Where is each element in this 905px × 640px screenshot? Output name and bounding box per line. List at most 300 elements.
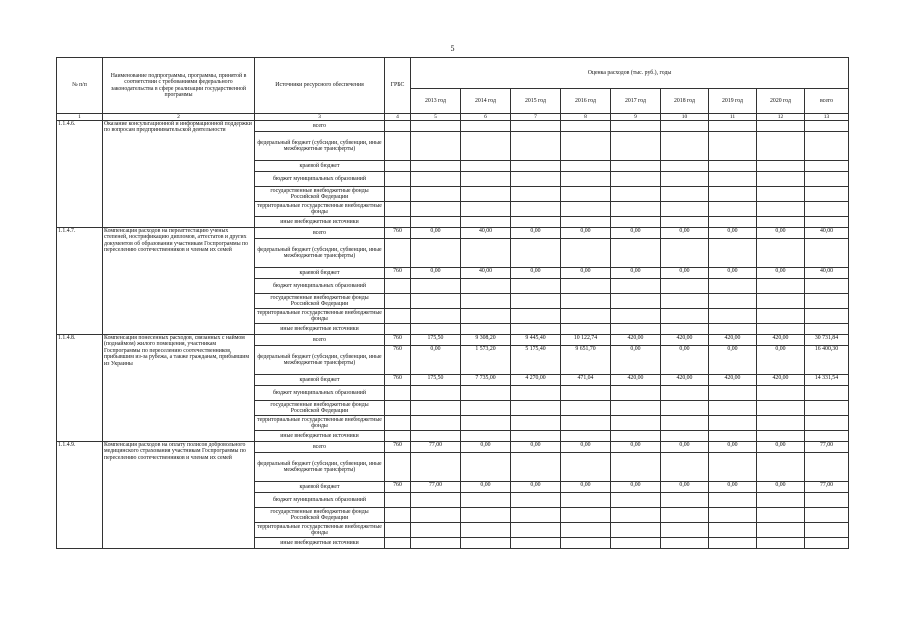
value-cell bbox=[561, 217, 611, 228]
value-cell bbox=[461, 523, 511, 538]
value-cell bbox=[411, 453, 461, 482]
header-year: 2018 год bbox=[661, 89, 709, 114]
value-cell: 0,00 bbox=[461, 442, 511, 453]
value-cell: 0,00 bbox=[661, 442, 709, 453]
value-cell bbox=[511, 416, 561, 431]
grbs-cell: 760 bbox=[385, 228, 411, 239]
column-index: 6 bbox=[461, 114, 511, 121]
value-cell bbox=[411, 132, 461, 161]
funding-source: территориальные государственные внебюджетные фонды bbox=[255, 309, 385, 324]
value-cell bbox=[561, 132, 611, 161]
funding-source: государственные внебюджетные фонды Российской Федерации bbox=[255, 401, 385, 416]
value-cell bbox=[661, 202, 709, 217]
grbs-cell: 760 bbox=[385, 346, 411, 375]
value-cell bbox=[411, 386, 461, 401]
value-cell bbox=[461, 324, 511, 335]
value-cell bbox=[661, 239, 709, 268]
value-cell bbox=[561, 294, 611, 309]
value-cell bbox=[661, 161, 709, 172]
value-cell: 4 270,00 bbox=[511, 375, 561, 386]
value-cell bbox=[411, 294, 461, 309]
value-cell bbox=[709, 294, 757, 309]
value-cell: 0,00 bbox=[411, 268, 461, 279]
header-year: 2019 год bbox=[709, 89, 757, 114]
value-cell bbox=[411, 401, 461, 416]
value-cell bbox=[805, 508, 849, 523]
value-cell bbox=[805, 493, 849, 508]
value-cell: 0,00 bbox=[561, 268, 611, 279]
column-index: 1 bbox=[57, 114, 103, 121]
value-cell bbox=[511, 202, 561, 217]
header-num: № п/п bbox=[57, 58, 103, 114]
value-cell bbox=[611, 202, 661, 217]
value-cell bbox=[411, 187, 461, 202]
grbs-cell bbox=[385, 508, 411, 523]
value-cell bbox=[661, 294, 709, 309]
value-cell: 0,00 bbox=[757, 268, 805, 279]
value-cell bbox=[611, 431, 661, 442]
table-row bbox=[57, 121, 849, 132]
value-cell bbox=[611, 239, 661, 268]
column-index: 2 bbox=[103, 114, 255, 121]
value-cell bbox=[511, 309, 561, 324]
value-cell bbox=[561, 416, 611, 431]
value-cell bbox=[461, 309, 511, 324]
value-cell: 0,00 bbox=[561, 442, 611, 453]
value-cell bbox=[611, 294, 661, 309]
value-cell bbox=[757, 202, 805, 217]
funding-source: всего bbox=[255, 335, 385, 346]
value-cell bbox=[757, 386, 805, 401]
page-number: 5 bbox=[450, 44, 455, 53]
value-cell: 0,00 bbox=[511, 442, 561, 453]
value-cell bbox=[611, 309, 661, 324]
value-cell: 0,00 bbox=[661, 346, 709, 375]
value-cell bbox=[461, 279, 511, 294]
value-cell bbox=[661, 187, 709, 202]
value-cell: 0,00 bbox=[411, 228, 461, 239]
value-cell bbox=[661, 172, 709, 187]
value-cell bbox=[611, 132, 661, 161]
item-name: Оказание консультационной и информационной поддержки по вопросам предпринимательской деятельности bbox=[103, 121, 255, 228]
column-index: 3 bbox=[255, 114, 385, 121]
value-cell bbox=[757, 431, 805, 442]
value-cell bbox=[461, 493, 511, 508]
value-cell: 0,00 bbox=[611, 442, 661, 453]
value-cell bbox=[805, 294, 849, 309]
value-cell bbox=[805, 416, 849, 431]
value-cell bbox=[709, 431, 757, 442]
header-year: 2016 год bbox=[561, 89, 611, 114]
value-cell bbox=[611, 416, 661, 431]
value-cell bbox=[411, 309, 461, 324]
value-cell bbox=[661, 416, 709, 431]
value-cell bbox=[709, 132, 757, 161]
item-name: Компенсация понесенных расходов, связанных с наймом (поднаймом) жилого помещения, участникам Госпрограммы по переселению соотечественников, прибывшим из-за рубежа, а также гражданам, прибывшим из Украины bbox=[103, 335, 255, 442]
table-row bbox=[57, 228, 849, 239]
value-cell bbox=[709, 309, 757, 324]
value-cell bbox=[805, 453, 849, 482]
value-cell bbox=[461, 431, 511, 442]
value-cell bbox=[709, 202, 757, 217]
item-number: 1.1.4.9. bbox=[57, 442, 103, 549]
value-cell bbox=[411, 279, 461, 294]
value-cell bbox=[411, 161, 461, 172]
column-index: 9 bbox=[611, 114, 661, 121]
funding-source: бюджет муниципальных образований bbox=[255, 279, 385, 294]
column-index: 13 bbox=[805, 114, 849, 121]
value-cell bbox=[411, 172, 461, 187]
header-year: 2015 год bbox=[511, 89, 561, 114]
value-cell bbox=[611, 187, 661, 202]
value-cell: 40,00 bbox=[805, 228, 849, 239]
value-cell bbox=[805, 217, 849, 228]
funding-source: бюджет муниципальных образований bbox=[255, 172, 385, 187]
column-index: 4 bbox=[385, 114, 411, 121]
value-cell bbox=[461, 172, 511, 187]
value-cell bbox=[461, 453, 511, 482]
value-cell bbox=[561, 172, 611, 187]
value-cell bbox=[805, 538, 849, 549]
grbs-cell bbox=[385, 493, 411, 508]
value-cell bbox=[561, 187, 611, 202]
value-cell: 9 445,40 bbox=[511, 335, 561, 346]
funding-source: бюджет муниципальных образований bbox=[255, 386, 385, 401]
value-cell: 40,00 bbox=[805, 268, 849, 279]
value-cell: 1 573,20 bbox=[461, 346, 511, 375]
funding-source: иные внебюджетные источники bbox=[255, 431, 385, 442]
value-cell bbox=[709, 386, 757, 401]
value-cell bbox=[611, 401, 661, 416]
value-cell bbox=[709, 453, 757, 482]
item-name: Компенсация расходов на оплату полисов добровольного медицинского страхования участникам Госпрограммы по переселению соотечественников и членам их семей bbox=[103, 442, 255, 549]
funding-source: краевой бюджет bbox=[255, 375, 385, 386]
value-cell: 0,00 bbox=[611, 268, 661, 279]
value-cell bbox=[411, 508, 461, 523]
value-cell bbox=[661, 523, 709, 538]
value-cell bbox=[805, 309, 849, 324]
value-cell: 420,00 bbox=[757, 335, 805, 346]
value-cell bbox=[611, 324, 661, 335]
funding-source: иные внебюджетные источники bbox=[255, 538, 385, 549]
grbs-cell bbox=[385, 453, 411, 482]
grbs-cell: 760 bbox=[385, 375, 411, 386]
value-cell bbox=[661, 309, 709, 324]
value-cell bbox=[411, 217, 461, 228]
value-cell bbox=[709, 416, 757, 431]
grbs-cell bbox=[385, 132, 411, 161]
grbs-cell bbox=[385, 538, 411, 549]
value-cell bbox=[611, 493, 661, 508]
value-cell bbox=[461, 187, 511, 202]
value-cell bbox=[411, 324, 461, 335]
item-name: Компенсация расходов на переаттестацию ученых степеней, нострификацию дипломов, аттестатов и других документов об образовании участникам Госпрограммы по переселению соотечественников и членам их семей bbox=[103, 228, 255, 335]
value-cell: 420,00 bbox=[611, 375, 661, 386]
value-cell bbox=[561, 431, 611, 442]
value-cell bbox=[805, 279, 849, 294]
funding-source: бюджет муниципальных образований bbox=[255, 493, 385, 508]
value-cell bbox=[661, 386, 709, 401]
value-cell bbox=[411, 202, 461, 217]
value-cell: 0,00 bbox=[461, 482, 511, 493]
value-cell: 77,00 bbox=[411, 482, 461, 493]
grbs-cell bbox=[385, 401, 411, 416]
funding-source: государственные внебюджетные фонды Российской Федерации bbox=[255, 508, 385, 523]
value-cell: 0,00 bbox=[661, 482, 709, 493]
value-cell bbox=[511, 431, 561, 442]
value-cell bbox=[757, 279, 805, 294]
value-cell: 0,00 bbox=[611, 346, 661, 375]
value-cell bbox=[805, 202, 849, 217]
value-cell: 0,00 bbox=[661, 268, 709, 279]
value-cell bbox=[561, 324, 611, 335]
value-cell: 0,00 bbox=[511, 268, 561, 279]
value-cell bbox=[661, 508, 709, 523]
value-cell: 7 735,00 bbox=[461, 375, 511, 386]
value-cell bbox=[709, 493, 757, 508]
column-index: 5 bbox=[411, 114, 461, 121]
value-cell: 0,00 bbox=[757, 442, 805, 453]
value-cell bbox=[611, 508, 661, 523]
grbs-cell bbox=[385, 431, 411, 442]
value-cell bbox=[561, 309, 611, 324]
value-cell: 16 400,30 bbox=[805, 346, 849, 375]
item-number: 1.1.4.6. bbox=[57, 121, 103, 228]
value-cell bbox=[661, 401, 709, 416]
value-cell bbox=[511, 217, 561, 228]
value-cell bbox=[611, 161, 661, 172]
value-cell bbox=[611, 279, 661, 294]
value-cell bbox=[511, 401, 561, 416]
value-cell bbox=[611, 121, 661, 132]
expenses-table bbox=[56, 57, 849, 549]
value-cell bbox=[661, 493, 709, 508]
value-cell bbox=[461, 239, 511, 268]
value-cell bbox=[411, 239, 461, 268]
header-name: Наименование подпрограммы, программы, принятой в соответствии с требованиями федерального законодательства в сфере реализации государственной программы bbox=[103, 58, 255, 114]
value-cell: 420,00 bbox=[661, 335, 709, 346]
value-cell bbox=[757, 508, 805, 523]
funding-source: краевой бюджет bbox=[255, 161, 385, 172]
funding-source: краевой бюджет bbox=[255, 482, 385, 493]
funding-source: государственные внебюджетные фонды Российской Федерации bbox=[255, 294, 385, 309]
column-index: 8 bbox=[561, 114, 611, 121]
grbs-cell bbox=[385, 279, 411, 294]
grbs-cell bbox=[385, 294, 411, 309]
grbs-cell bbox=[385, 416, 411, 431]
value-cell: 0,00 bbox=[511, 482, 561, 493]
value-cell bbox=[561, 386, 611, 401]
value-cell bbox=[561, 239, 611, 268]
value-cell bbox=[511, 386, 561, 401]
funding-source: федеральный бюджет (субсидии, субвенции, иные межбюджетные трансферты) bbox=[255, 239, 385, 268]
value-cell bbox=[757, 453, 805, 482]
grbs-cell bbox=[385, 121, 411, 132]
value-cell bbox=[461, 508, 511, 523]
value-cell bbox=[757, 172, 805, 187]
value-cell: 0,00 bbox=[709, 346, 757, 375]
header-year: 2014 год bbox=[461, 89, 511, 114]
value-cell bbox=[709, 172, 757, 187]
value-cell bbox=[661, 279, 709, 294]
value-cell bbox=[805, 121, 849, 132]
table-row bbox=[57, 335, 849, 346]
value-cell bbox=[461, 132, 511, 161]
grbs-cell bbox=[385, 523, 411, 538]
value-cell: 0,00 bbox=[561, 228, 611, 239]
value-cell: 40,00 bbox=[461, 268, 511, 279]
grbs-cell bbox=[385, 202, 411, 217]
value-cell: 175,50 bbox=[411, 335, 461, 346]
value-cell: 10 122,74 bbox=[561, 335, 611, 346]
value-cell bbox=[757, 401, 805, 416]
value-cell bbox=[511, 294, 561, 309]
value-cell: 9 651,70 bbox=[561, 346, 611, 375]
value-cell bbox=[411, 431, 461, 442]
value-cell bbox=[805, 239, 849, 268]
value-cell: 0,00 bbox=[709, 482, 757, 493]
value-cell: 5 175,40 bbox=[511, 346, 561, 375]
value-cell bbox=[805, 386, 849, 401]
value-cell bbox=[561, 202, 611, 217]
header-source: Источники ресурсного обеспечения bbox=[255, 58, 385, 114]
value-cell bbox=[661, 538, 709, 549]
value-cell bbox=[709, 187, 757, 202]
value-cell bbox=[461, 294, 511, 309]
value-cell: 0,00 bbox=[709, 442, 757, 453]
value-cell: 77,00 bbox=[805, 442, 849, 453]
funding-source: территориальные государственные внебюджетные фонды bbox=[255, 523, 385, 538]
value-cell bbox=[661, 121, 709, 132]
grbs-cell bbox=[385, 239, 411, 268]
value-cell bbox=[805, 401, 849, 416]
column-index: 12 bbox=[757, 114, 805, 121]
value-cell bbox=[511, 279, 561, 294]
value-cell bbox=[561, 508, 611, 523]
value-cell bbox=[461, 121, 511, 132]
value-cell bbox=[511, 324, 561, 335]
header-year: 2017 год bbox=[611, 89, 661, 114]
value-cell bbox=[461, 217, 511, 228]
value-cell bbox=[461, 202, 511, 217]
value-cell bbox=[805, 161, 849, 172]
value-cell bbox=[709, 401, 757, 416]
value-cell bbox=[561, 161, 611, 172]
value-cell bbox=[805, 324, 849, 335]
value-cell: 9 308,20 bbox=[461, 335, 511, 346]
value-cell bbox=[805, 132, 849, 161]
value-cell bbox=[661, 431, 709, 442]
value-cell bbox=[709, 523, 757, 538]
value-cell bbox=[709, 279, 757, 294]
value-cell bbox=[511, 493, 561, 508]
value-cell bbox=[511, 121, 561, 132]
column-index: 10 bbox=[661, 114, 709, 121]
value-cell: 420,00 bbox=[757, 375, 805, 386]
value-cell bbox=[709, 508, 757, 523]
value-cell bbox=[757, 121, 805, 132]
value-cell bbox=[709, 324, 757, 335]
value-cell bbox=[561, 453, 611, 482]
value-cell: 0,00 bbox=[757, 228, 805, 239]
item-number: 1.1.4.7. bbox=[57, 228, 103, 335]
value-cell bbox=[661, 132, 709, 161]
value-cell: 0,00 bbox=[561, 482, 611, 493]
value-cell: 0,00 bbox=[757, 346, 805, 375]
column-index: 7 bbox=[511, 114, 561, 121]
grbs-cell bbox=[385, 309, 411, 324]
value-cell bbox=[511, 453, 561, 482]
value-cell: 0,00 bbox=[611, 482, 661, 493]
grbs-cell bbox=[385, 172, 411, 187]
value-cell bbox=[709, 538, 757, 549]
value-cell bbox=[805, 431, 849, 442]
value-cell: 0,00 bbox=[661, 228, 709, 239]
value-cell bbox=[511, 523, 561, 538]
value-cell: 0,00 bbox=[611, 228, 661, 239]
value-cell bbox=[709, 239, 757, 268]
header-year: 2020 год bbox=[757, 89, 805, 114]
item-number: 1.1.4.8. bbox=[57, 335, 103, 442]
value-cell bbox=[757, 416, 805, 431]
value-cell bbox=[805, 187, 849, 202]
grbs-cell bbox=[385, 386, 411, 401]
funding-source: территориальные государственные внебюджетные фонды bbox=[255, 202, 385, 217]
funding-source: федеральный бюджет (субсидии, субвенции, иные межбюджетные трансферты) bbox=[255, 453, 385, 482]
value-cell bbox=[709, 217, 757, 228]
value-cell: 0,00 bbox=[411, 346, 461, 375]
value-cell bbox=[611, 386, 661, 401]
value-cell bbox=[511, 187, 561, 202]
value-cell bbox=[411, 416, 461, 431]
value-cell bbox=[661, 324, 709, 335]
value-cell bbox=[561, 493, 611, 508]
funding-source: всего bbox=[255, 228, 385, 239]
value-cell: 14 331,54 bbox=[805, 375, 849, 386]
funding-source: федеральный бюджет (субсидии, субвенции, иные межбюджетные трансферты) bbox=[255, 346, 385, 375]
value-cell bbox=[611, 217, 661, 228]
value-cell bbox=[561, 121, 611, 132]
value-cell bbox=[611, 172, 661, 187]
value-cell: 30 731,84 bbox=[805, 335, 849, 346]
value-cell bbox=[511, 508, 561, 523]
value-cell: 0,00 bbox=[757, 482, 805, 493]
value-cell bbox=[461, 416, 511, 431]
value-cell bbox=[561, 538, 611, 549]
value-cell bbox=[611, 538, 661, 549]
value-cell: 77,00 bbox=[411, 442, 461, 453]
value-cell bbox=[611, 453, 661, 482]
funding-source: государственные внебюджетные фонды Российской Федерации bbox=[255, 187, 385, 202]
value-cell bbox=[757, 523, 805, 538]
funding-source: всего bbox=[255, 121, 385, 132]
value-cell bbox=[461, 386, 511, 401]
value-cell bbox=[757, 309, 805, 324]
value-cell: 175,50 bbox=[411, 375, 461, 386]
value-cell bbox=[561, 523, 611, 538]
value-cell bbox=[661, 217, 709, 228]
value-cell: 420,00 bbox=[661, 375, 709, 386]
value-cell bbox=[511, 172, 561, 187]
header-grbs: ГРБС bbox=[385, 58, 411, 114]
value-cell bbox=[461, 401, 511, 416]
value-cell bbox=[805, 523, 849, 538]
funding-source: всего bbox=[255, 442, 385, 453]
value-cell bbox=[757, 161, 805, 172]
value-cell bbox=[611, 523, 661, 538]
funding-source: иные внебюджетные источники bbox=[255, 217, 385, 228]
table-row bbox=[57, 442, 849, 453]
